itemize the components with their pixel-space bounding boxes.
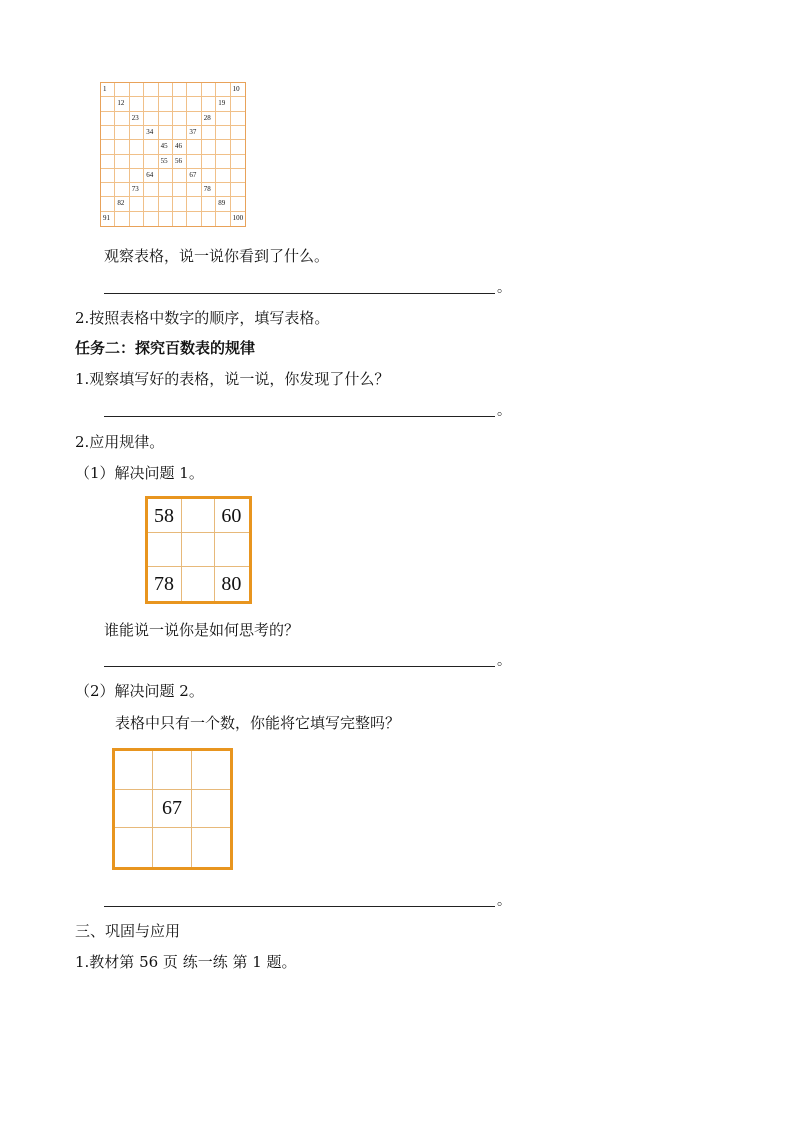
hundred-chart-cell[interactable] (231, 126, 245, 140)
hundred-chart-cell[interactable] (231, 140, 245, 154)
hundred-chart-cell[interactable] (202, 126, 216, 140)
hundred-chart-cell[interactable] (187, 83, 201, 97)
answer-period-1: 。 (497, 280, 511, 296)
hundred-chart-cell[interactable] (216, 155, 230, 169)
grid2-cell[interactable]: 67 (153, 790, 191, 829)
hundred-chart-cell[interactable] (202, 197, 216, 211)
hundred-chart-cell[interactable] (187, 97, 201, 111)
hundred-chart-cell[interactable] (144, 183, 158, 197)
hundred-chart-cell[interactable]: 64 (144, 169, 158, 183)
hundred-chart-cell[interactable] (231, 169, 245, 183)
hundred-chart-cell[interactable] (159, 183, 173, 197)
task1-step2: 2.按照表格中数字的顺序，填写表格。 (75, 309, 330, 327)
hundred-chart-cell[interactable]: 34 (144, 126, 158, 140)
hundred-chart-cell[interactable] (115, 183, 129, 197)
hundred-chart-cell[interactable] (216, 212, 230, 226)
problem-2-grid (112, 748, 233, 870)
hundred-chart-cell[interactable] (130, 126, 144, 140)
hundred-chart (100, 82, 246, 227)
grid1-cell[interactable]: 58 (148, 499, 182, 533)
hundred-chart-cell[interactable] (159, 97, 173, 111)
hundred-chart-cell[interactable] (130, 83, 144, 97)
problem-1-grid (145, 496, 252, 604)
hundred-chart-cell[interactable] (159, 83, 173, 97)
hundred-chart-cell[interactable] (144, 197, 158, 211)
hundred-chart-cell[interactable] (173, 126, 187, 140)
hundred-chart-cell[interactable] (115, 169, 129, 183)
hundred-chart-cell[interactable] (202, 83, 216, 97)
grid1-cell[interactable] (182, 567, 216, 601)
grid1-cell[interactable] (182, 533, 216, 567)
grid2-cell[interactable] (192, 828, 230, 867)
grid2-cell[interactable] (153, 751, 191, 790)
section-3-heading: 三、巩固与应用 (75, 922, 181, 940)
hundred-chart-cell[interactable]: 100 (232, 213, 244, 222)
hundred-chart-cell[interactable] (187, 183, 201, 197)
hundred-chart-cell[interactable]: 23 (130, 112, 144, 126)
hundred-chart-cell[interactable] (159, 126, 173, 140)
hundred-chart-cell[interactable] (231, 112, 245, 126)
hundred-chart-cell[interactable]: 78 (202, 183, 216, 197)
hundred-chart-cell[interactable] (144, 140, 158, 154)
hundred-chart-cell[interactable] (231, 183, 245, 197)
hundred-chart-cell[interactable] (202, 155, 216, 169)
hundred-chart-cell[interactable] (101, 140, 115, 154)
section-3-question-1: 1.教材第 56 页 练一练 第 1 题。 (75, 953, 297, 971)
hundred-chart-cell[interactable] (216, 112, 230, 126)
hundred-chart-cell[interactable] (101, 126, 115, 140)
hundred-chart-cell[interactable] (202, 140, 216, 154)
hundred-chart-cell[interactable] (144, 212, 158, 226)
hundred-chart-cell[interactable] (144, 155, 158, 169)
hundred-chart-cell[interactable] (130, 155, 144, 169)
grid1-cell[interactable]: 60 (215, 499, 249, 533)
hundred-chart-cell[interactable] (187, 197, 201, 211)
hundred-chart-cell[interactable]: 89 (216, 197, 230, 211)
grid2-cell[interactable] (192, 790, 230, 829)
hundred-chart-cell[interactable]: 28 (202, 112, 216, 126)
problem-2-label: （2）解决问题 2。 (75, 682, 204, 700)
hundred-chart-cell[interactable]: 55 (159, 155, 173, 169)
grid2-cell[interactable] (192, 751, 230, 790)
hundred-chart-cell[interactable] (231, 197, 245, 211)
answer-line-2[interactable] (104, 416, 495, 417)
hundred-chart-cell[interactable] (231, 155, 245, 169)
observe-prompt: 观察表格，说一说你看到了什么。 (104, 247, 330, 265)
hundred-chart-cell[interactable] (130, 140, 144, 154)
grid1-cell[interactable] (148, 533, 182, 567)
hundred-chart-cell[interactable] (115, 83, 129, 97)
grid1-cell[interactable] (182, 499, 216, 533)
hundred-chart-cell[interactable] (173, 183, 187, 197)
hundred-chart-cell[interactable]: 19 (216, 97, 230, 111)
grid2-cell[interactable] (153, 828, 191, 867)
hundred-chart-cell[interactable] (159, 169, 173, 183)
hundred-chart-cell[interactable]: 67 (187, 169, 201, 183)
hundred-chart-cell[interactable] (115, 140, 129, 154)
answer-line-4[interactable] (104, 906, 495, 907)
hundred-chart-cell[interactable]: 1 (101, 83, 115, 97)
hundred-chart-cell[interactable] (216, 183, 230, 197)
hundred-chart-cell[interactable]: 56 (173, 155, 187, 169)
hundred-chart-cell[interactable] (187, 112, 201, 126)
hundred-chart-cell[interactable] (173, 212, 187, 226)
grid2-cell[interactable] (115, 790, 153, 829)
answer-line-3[interactable] (104, 666, 495, 667)
answer-period-3: 。 (497, 653, 511, 669)
answer-period-4: 。 (497, 893, 511, 909)
hundred-chart-cell[interactable] (216, 169, 230, 183)
problem-1-question: 谁能说一说你是如何思考的？ (104, 621, 300, 639)
hundred-chart-cell[interactable] (173, 197, 187, 211)
hundred-chart-cell[interactable] (115, 155, 129, 169)
hundred-chart-cell[interactable] (115, 212, 129, 226)
hundred-chart-cell[interactable] (144, 83, 158, 97)
hundred-chart-cell[interactable] (173, 169, 187, 183)
hundred-chart-cell[interactable] (101, 169, 115, 183)
hundred-chart-cell[interactable]: 37 (187, 126, 201, 140)
hundred-chart-cell[interactable] (159, 112, 173, 126)
hundred-chart-cell[interactable] (130, 97, 144, 111)
hundred-chart-cell[interactable] (216, 140, 230, 154)
hundred-chart-cell[interactable] (130, 169, 144, 183)
hundred-chart-cell[interactable] (216, 126, 230, 140)
grid2-cell[interactable] (115, 828, 153, 867)
answer-line-1[interactable] (104, 293, 495, 294)
hundred-chart-cell[interactable] (101, 183, 115, 197)
hundred-chart-cell[interactable] (173, 83, 187, 97)
hundred-chart-cell[interactable] (130, 212, 144, 226)
hundred-chart-cell[interactable] (159, 212, 173, 226)
hundred-chart-cell[interactable]: 91 (101, 212, 115, 226)
hundred-chart-cell[interactable] (159, 197, 173, 211)
hundred-chart-cell[interactable] (202, 212, 216, 226)
hundred-chart-cell[interactable]: 45 (159, 140, 173, 154)
hundred-chart-cell[interactable] (144, 112, 158, 126)
hundred-chart-cell[interactable] (115, 112, 129, 126)
question-1: 1.观察填写好的表格，说一说，你发现了什么？ (75, 370, 390, 388)
hundred-chart-cell[interactable] (187, 140, 201, 154)
hundred-chart-cell[interactable] (231, 97, 245, 111)
problem-1-label: （1）解决问题 1。 (75, 464, 204, 482)
hundred-chart-cell[interactable] (187, 155, 201, 169)
hundred-chart-cell[interactable] (101, 197, 115, 211)
task2-heading: 任务二：探究百数表的规律 (75, 339, 256, 357)
hundred-chart-cell[interactable] (101, 155, 115, 169)
hundred-chart-cell[interactable] (187, 212, 201, 226)
hundred-chart-cell[interactable] (173, 112, 187, 126)
grid1-cell[interactable]: 78 (148, 567, 182, 601)
hundred-chart-cell[interactable]: 10 (231, 83, 245, 97)
hundred-chart-cell[interactable] (216, 83, 230, 97)
grid1-cell[interactable]: 80 (221, 573, 242, 595)
hundred-chart-cell[interactable] (101, 112, 115, 126)
hundred-chart-cell[interactable] (130, 197, 144, 211)
question-2: 2.应用规律。 (75, 433, 165, 451)
problem-2-question: 表格中只有一个数，你能将它填写完整吗？ (115, 714, 401, 732)
grid2-cell[interactable] (115, 751, 153, 790)
hundred-chart-cell[interactable] (101, 97, 115, 111)
hundred-chart-cell[interactable]: 46 (173, 140, 187, 154)
grid1-cell[interactable] (215, 533, 249, 567)
hundred-chart-cell[interactable]: 73 (130, 183, 144, 197)
hundred-chart-cell[interactable]: 12 (115, 97, 129, 111)
answer-period-2: 。 (497, 403, 511, 419)
hundred-chart-cell[interactable]: 82 (115, 197, 129, 211)
hundred-chart-cell[interactable] (144, 97, 158, 111)
hundred-chart-cell[interactable] (202, 169, 216, 183)
hundred-chart-cell[interactable] (173, 97, 187, 111)
hundred-chart-cell[interactable] (202, 97, 216, 111)
hundred-chart-cell[interactable] (115, 126, 129, 140)
